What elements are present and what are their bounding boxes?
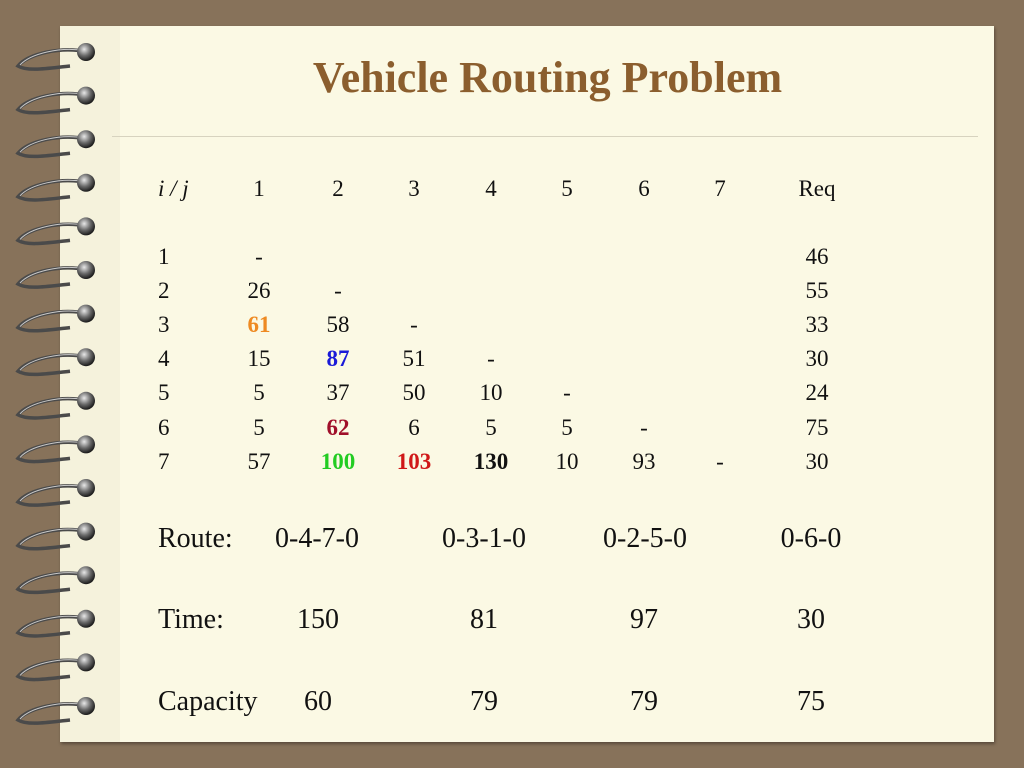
binding-hole <box>77 217 95 235</box>
req-cell: 75 <box>805 414 829 440</box>
table-cell: 62 <box>326 414 350 440</box>
table-cell: - <box>640 414 648 440</box>
binding-hole <box>77 130 95 148</box>
req-cell: 55 <box>805 278 829 304</box>
row-header: 2 <box>158 278 170 304</box>
time-value: 150 <box>297 604 339 635</box>
table-cell: 87 <box>326 346 350 372</box>
column-header: 7 <box>714 176 726 201</box>
table-cell: 50 <box>402 380 426 406</box>
binding-hole <box>77 523 95 541</box>
req-cell: 33 <box>805 312 829 338</box>
table-cell: 100 <box>320 448 356 474</box>
table-cell: 57 <box>247 448 271 474</box>
table-cell: - <box>410 312 418 338</box>
row-header: 5 <box>158 380 170 406</box>
column-header: 3 <box>408 176 420 201</box>
table-cell: 58 <box>326 312 350 338</box>
table-cell: 103 <box>396 448 432 474</box>
table-cell: 93 <box>632 448 656 474</box>
column-header: 4 <box>485 176 497 201</box>
capacity-value: 60 <box>304 686 332 717</box>
table-cell: - <box>487 346 495 372</box>
table-cell: 5 <box>253 380 265 406</box>
row-header: 6 <box>158 414 170 440</box>
capacity-label: Capacity <box>158 686 258 717</box>
column-header: 6 <box>638 176 650 201</box>
row-header: 1 <box>158 244 170 269</box>
binding-hole <box>77 479 95 497</box>
spiral-binding <box>0 0 110 768</box>
row-header: 7 <box>158 448 170 474</box>
route-label: Route: <box>158 523 233 554</box>
req-cell: 30 <box>805 448 829 474</box>
table-cell: 15 <box>247 346 271 372</box>
binding-hole <box>77 174 95 192</box>
column-header: 1 <box>253 176 265 201</box>
req-cell: 30 <box>805 346 829 372</box>
table-cell: 5 <box>253 414 265 440</box>
title-divider <box>112 136 978 137</box>
column-header: 5 <box>561 176 573 201</box>
time-label: Time: <box>158 604 224 635</box>
table-cell: - <box>255 244 263 269</box>
binding-hole <box>77 261 95 279</box>
binding-hole <box>77 653 95 671</box>
table-cell: 5 <box>485 414 497 440</box>
column-header: 2 <box>332 176 344 201</box>
row-header: 4 <box>158 346 170 372</box>
table-corner-header: i / j <box>158 176 189 201</box>
table-cell: - <box>563 380 571 406</box>
table-cell: 37 <box>326 380 350 406</box>
time-value: 30 <box>797 604 825 635</box>
route-value: 0-3-1-0 <box>442 523 526 554</box>
capacity-value: 79 <box>470 686 498 717</box>
table-cell: 51 <box>402 346 426 372</box>
binding-hole <box>77 566 95 584</box>
time-value: 97 <box>630 604 658 635</box>
table-cell: 6 <box>408 414 420 440</box>
route-value: 0-2-5-0 <box>603 523 687 554</box>
binding-hole <box>77 697 95 715</box>
table-cell: 10 <box>555 448 579 474</box>
binding-hole <box>77 392 95 410</box>
binding-hole <box>77 43 95 61</box>
req-cell: 24 <box>805 380 829 406</box>
route-value: 0-4-7-0 <box>275 523 359 554</box>
table-cell: 10 <box>479 380 503 406</box>
page-title: Vehicle Routing Problem <box>312 53 783 102</box>
table-cell: 130 <box>473 448 509 474</box>
req-cell: 46 <box>805 244 829 269</box>
table-cell: - <box>716 448 724 474</box>
binding-hole <box>77 610 95 628</box>
binding-hole <box>77 435 95 453</box>
capacity-value: 75 <box>797 686 825 717</box>
table-cell: 5 <box>561 414 573 440</box>
table-cell: - <box>334 278 342 304</box>
route-value: 0-6-0 <box>780 523 842 554</box>
column-header: Req <box>798 176 836 201</box>
capacity-value: 79 <box>630 686 658 717</box>
binding-hole <box>77 348 95 366</box>
time-value: 81 <box>470 604 498 635</box>
table-cell: 26 <box>247 278 271 304</box>
row-header: 3 <box>158 312 170 338</box>
table-cell: 61 <box>247 312 271 338</box>
binding-hole <box>77 305 95 323</box>
binding-hole <box>77 87 95 105</box>
